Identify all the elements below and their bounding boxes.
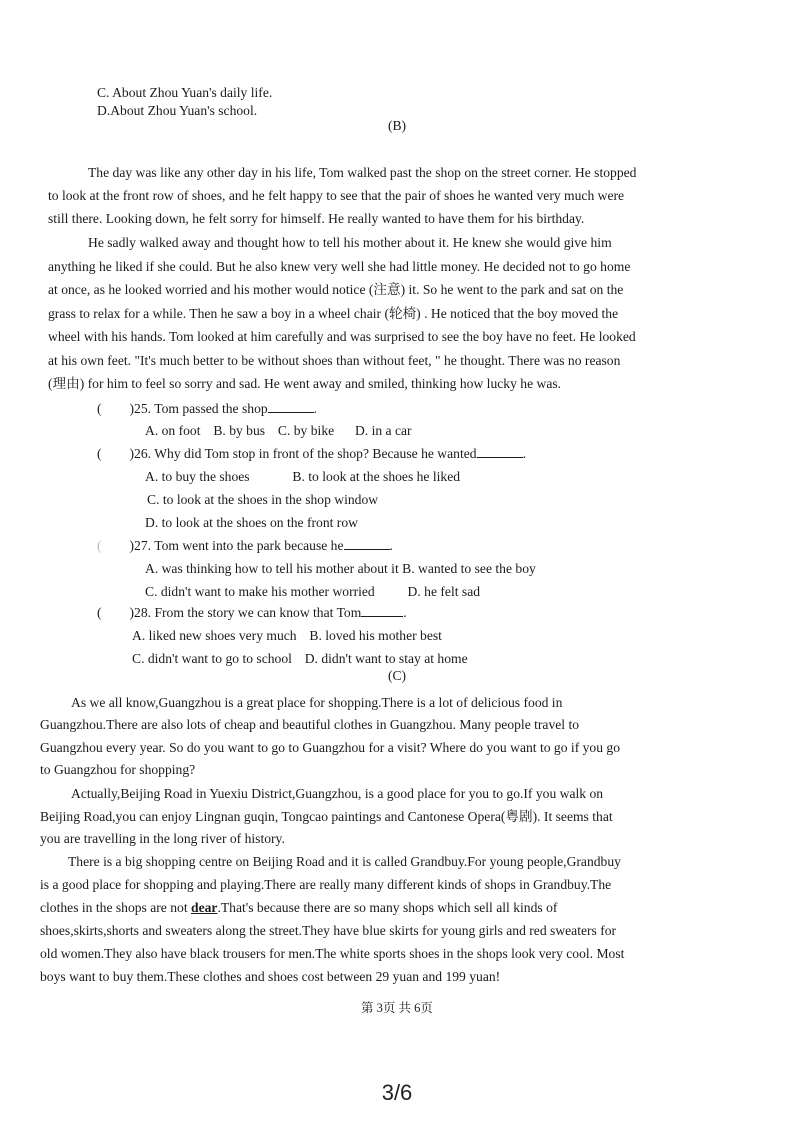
passage-line: As we all know,Guangzhou is a great place for shopping.There is a lot of delicious food in [71, 695, 563, 710]
passage-line: to look at the front row of shoes, and he felt happy to see that the pair of shoes he wanted very much were [48, 188, 625, 203]
question-27-row1 [145, 560, 536, 578]
passage-line: boys want to buy them.These clothes and shoes cost between 29 yuan and 199 yuan! [40, 969, 501, 984]
option-d-prev: D.About Zhou Yuan's school. [97, 103, 258, 118]
page-footer-label: 第 3页 共 6页 [361, 1001, 433, 1015]
passage-line: Beijing Road,you can enjoy Lingnan guqin, Tongcao paintings and Cantonese Opera(粤剧). It seems that [40, 809, 613, 824]
answer-blank [361, 604, 403, 617]
answer-blank [477, 445, 523, 458]
passage-line: There is a big shopping centre on Beijing Road and it is called Grandbuy.For young people,Grandbuy [68, 854, 621, 869]
option-b[interactable]: B. by bus [213, 423, 266, 438]
answer-bracket[interactable]: ( [97, 401, 102, 416]
option-c[interactable]: C. by bike [277, 423, 335, 438]
question-27: ( )27. Tom went into the park because he . [97, 538, 393, 553]
page-number: 3/6 [381, 1080, 413, 1105]
passage-line: The day was like any other day in his life, Tom walked past the shop on the street corner. He stopped [88, 165, 637, 180]
answer-bracket[interactable]: ( [97, 538, 102, 553]
option-a[interactable]: A. liked new shoes very much [132, 628, 297, 643]
question-26-row1 [145, 468, 460, 486]
passage-line: He sadly walked away and thought how to tell his mother about it. He knew she would give him [88, 235, 612, 250]
passage-line: wheel with his hands. Tom looked at him carefully and was surprised to see the boy have no feet. He looked [48, 329, 636, 344]
option-d[interactable]: D. in a car [354, 423, 412, 438]
option-b[interactable]: B. to look at the shoes he liked [292, 469, 461, 484]
question-stem: Tom passed the shop [154, 401, 268, 416]
passage-line: shoes,skirts,shorts and sweaters along the street.They have blue skirts for young girls and red sweaters for [40, 923, 617, 938]
passage-line: is a good place for shopping and playing.There are really many different kinds of shops in Grandbuy.The [40, 877, 612, 892]
option-c[interactable]: C. didn't want to go to school [132, 651, 292, 666]
passage-line: anything he liked if she could. But he also knew very well she had little money. He decided not to go home [48, 259, 631, 274]
answer-blank [268, 400, 314, 413]
passage-line: Guangzhou.There are also lots of cheap and beautiful clothes in Guangzhou. Many people travel to [40, 717, 580, 732]
question-28: ( )28. From the story we can know that Tom . [97, 605, 407, 620]
answer-bracket[interactable]: ( [97, 446, 102, 461]
section-b-label: (B) [387, 118, 407, 133]
option-d[interactable]: D. he felt sad [407, 584, 481, 599]
option-a[interactable]: A. was thinking how to tell his mother about it [145, 561, 399, 576]
question-25: ( )25. Tom passed the shop . [97, 401, 318, 416]
question-28-row1 [132, 627, 442, 645]
passage-line: grass to relax for a while. Then he saw a boy in a wheel chair (轮椅) . He noticed that the boy moved the [48, 306, 619, 321]
underlined-word-dear: dear [191, 900, 218, 915]
passage-line: old women.They also have black trousers for men.The white sports shoes in the shops look very cool. Most [40, 946, 625, 961]
passage-line: clothes in the shops are not dear.That's because there are so many shops which sell all kinds of [40, 900, 558, 915]
option-d[interactable]: D. didn't want to stay at home [304, 651, 468, 666]
passage-line: (理由) for him to feel so sorry and sad. He went away and smiled, thinking how lucky he was. [48, 376, 562, 391]
option-a[interactable]: A. to buy the shoes [145, 469, 250, 484]
question-number: )25. [129, 401, 152, 416]
option-b[interactable]: B. loved his mother best [309, 628, 442, 643]
passage-line: at his own feet. "It's much better to be without shoes than without feet, " he thought. There was no reason [48, 353, 621, 368]
question-number: )27. [129, 538, 152, 553]
question-28-row2 [132, 650, 468, 668]
question-25-options [145, 422, 412, 440]
option-c[interactable]: C. to look at the shoes in the shop window [147, 492, 379, 507]
option-c-prev: C. About Zhou Yuan's daily life. [97, 85, 273, 100]
option-d[interactable]: D. to look at the shoes on the front row [145, 515, 358, 530]
question-stem: Why did Tom stop in front of the shop? Because he wanted [154, 446, 477, 461]
question-stem: From the story we can know that Tom [154, 605, 362, 620]
option-c[interactable]: C. didn't want to make his mother worried [145, 584, 375, 599]
question-stem: Tom went into the park because he [154, 538, 344, 553]
answer-blank [344, 537, 390, 550]
passage-line: still there. Looking down, he felt sorry for himself. He really wanted to have them for his birthday. [48, 211, 585, 226]
passage-line: Actually,Beijing Road in Yuexiu District,Guangzhou, is a good place for you to go.If you walk on [71, 786, 604, 801]
question-number: )28. [129, 605, 152, 620]
passage-line: you are travelling in the long river of history. [40, 831, 285, 846]
question-27-row2 [145, 583, 480, 601]
option-b[interactable]: B. wanted to see the boy [402, 561, 536, 576]
passage-line: Guangzhou every year. So do you want to go to Guangzhou for a visit? Where do you want to go if you go [40, 740, 621, 755]
question-26: ( )26. Why did Tom stop in front of the shop? Because he wanted . [97, 446, 526, 461]
option-a[interactable]: A. on foot [145, 423, 201, 438]
answer-bracket[interactable]: ( [97, 605, 102, 620]
passage-line: at once, as he looked worried and his mother would notice (注意) it. So he went to the park and sat on the [48, 282, 624, 297]
section-c-label: (C) [387, 668, 407, 683]
passage-line: to Guangzhou for shopping? [40, 762, 196, 777]
question-number: )26. [129, 446, 152, 461]
